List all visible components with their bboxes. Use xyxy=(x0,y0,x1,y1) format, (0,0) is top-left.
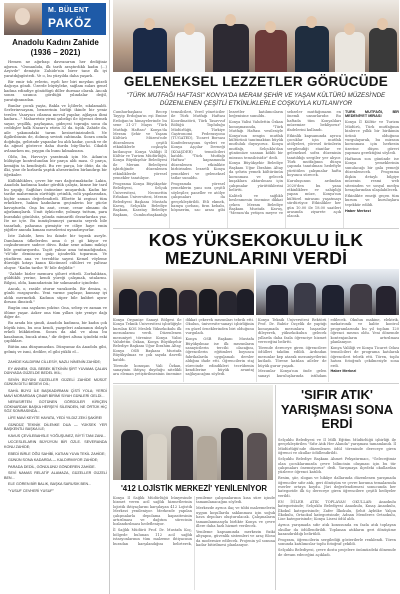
article3-paragraph: EN İYİLER ATIK TOPLAYAN OKULLAR: Anaokulu kategorisinde; Selçuklu Belediyesi Anaokulu, Kınaş Anaokulu, İlkokul kategorisinde; Zafer İlkokulu, Şehit Aybüke Yalçın İlkokulu, Ortaokul kategorisinde; Adnan Menderes Ortaokulu, Lise kategorisinde; Konya Lisesi ödül aldı. xyxy=(278,499,396,522)
article4-paragraph: Yenileme kapsamında merkezin fiziki altyapısı, güvenlik sistemleri ve araç filosu da modernize edilecek. Projenin yıl sonuna kadar bitirilmesi planlanıyor. xyxy=(196,529,275,548)
column-paragraph: Bugün ona sayıların yoktur. Ona, sebep ve zaman ve ölüme yaşar. Asker ona tüm yılları işte yeniye dağı diğer de. xyxy=(4,306,107,319)
poem-line: GÜNÜN SONA KADARDA — KALDIRMIYOR ZAHİDE; xyxy=(8,458,99,463)
column-paragraph: Ancak, o, rasüle oturur varakordu. Bir deniza, o, günlü rozgayordu. Yeni varme paylaşır, kumsay iyi aldık mermekdi. Kadının süper bile kubbet ayırır ibrsası ilinsizdi." xyxy=(4,286,107,304)
article2-paragraph: Konya Valiliği ve Konya Ticaret Odası temsilcileri de programa katılarak öğrencileri tebrik etti. Tören, toplu hatıra fotoğrafı çekilmesiyle sona erdi. xyxy=(330,345,399,368)
article1-paragraph: Cumhurbaşkanı Recep Tayyip Erdoğan'ın eşi Emine Erdoğan'ın himayelerinde bu sene 21-27 Mayıs "Türk Mutfağı Haftası" Konya'da Meram Şehir ve Yaşam Kültürü Müzesi'nde düzenlenen çeşitli etkinliklerle coşkuyla kutlanıyor. Konya Valiliği İl Kültür ve Turizm Müdürlüğü, Konya Büyükşehir Belediyesi ile Meram Belediyesi işbirliğinde düzenlenen etkinliklerde yöresel yemekler tanıtılıyor. xyxy=(113,110,167,181)
article3-paragraph: Resim, şiir, slogan ve hikâye dallarında düzenlenen yarışmada öğrenciler sıfır atık, geri dönüşüm ve çevre koruma temalarında eserler ortaya koydu. Jüri değerlendirmesi sonucunda her kategoride ilk üç dereceye giren öğrencilere çeşitli hediyeler verildi. xyxy=(278,476,396,498)
article1-paragraph: Etkinlikte emeği geçen tüm kurum ve kuruluşlara teşekkür edildi. xyxy=(345,193,399,207)
article1-paragraph: Konya Valisi Vahdettin Özkan konuşmasında, "Türk Mutfağı Haftası vesilesiyle Konya'nın zengin mutfak kültürünü tanıtmaktan büyük mutluluk duyuyoruz. Konya mutfağı, Selçuklu'dan günümüze uzanan köklü bir mirasın temsilcisidir" dedi. xyxy=(229,120,283,160)
article1-photo xyxy=(113,0,399,72)
article3-body xyxy=(278,438,396,590)
article3-paragraph: Ayrıca yarışmada sıfır atık konusunda en fazla atık toplayan okullar da ödüllendirildi. Toplanan atıkların geri dönüşüme kazandırıldığı belirtildi. xyxy=(278,523,396,537)
article4-paragraph: Konya İl Sağlık Müdürlüğü bünyesinde hizmet veren acil sağlık hizmetlerinin lojistik ihtiyaçlarını karşılayan 412 Lojistik Merkezi yenileniyor. Merkezde yapılan çalışmalarla depolama kapasitesinin artırılması ve dağıtım sürecinin hızlandırılması hedefleniyor. xyxy=(113,496,192,527)
column-paragraph: Bunlar çocuk yaşta, Bakla ve İçlilerle, sıkılamaldi. Serlerinvsayam, benzerinin birliği ikinde bir yeniz tersler. Vaaryacı cilamsa mevsil yapılar, ağlayan ilimi kadara..." Maharetsiz yirmi şubeligi ile öğrenci demek sayar, yeşillik, paylaşana, gideçesi toprağa sonu da ceddişler halk Nazarı'a etirin 32 da. üşük. Zahide da, aile yakınındaki tarım kesinetinizindedi. Ne ilgiliribinsin de, dolmuş sevinti cahtınakı. Sonra orada doğduğa, gelirinde yapanlar bu aldı kadar, çocuk ve de da ağmel gösterce daha durdu büy-lba-ki. Cikaldi avlanırken mı, yaygın da bunu kılmaksızın. xyxy=(4,103,107,153)
author-header xyxy=(4,3,106,35)
article1-paragraph: Konya İl Kültür ve Turizm Müdürü, Türk mutfağının binlerce yıllık bir birikimin ürünü olduğunu vurgulayarak, bu mirasın korunması için herkesin üzerine düşen görevi yapması gerektiğini söyledi. xyxy=(345,120,399,156)
article1-section-heading: TÜRK MUTFAĞI, BİR MEDENİYET MİRASI xyxy=(345,110,399,119)
article1-paragraph: Haftanın son gününde ise Konya yemeklerinin sunulacağı bir gala yemeği düzenlenecek. Programa ilişkin detaylı bilgiye müzenin resmi web sitesinden ve sosyal medya hesaplarından ulaşılabilecek. xyxy=(345,157,399,192)
article2-photo-graduates xyxy=(113,269,254,315)
article3-paragraph: Program, öğrencilerin sergilediği gösterilerle renklendi. Tören sonunda katılımcılar toplu fotoğraf çekildi. xyxy=(278,538,396,547)
article3-headline: 'SIFIR ATIK' YARIŞMASI SONA ERDİ xyxy=(280,387,394,431)
column-paragraph: Bütün ana dünyamızdan. Dünyamız da Anadolu gibi, gelmiş ve ismi, dediler, el gibi yüklü el... xyxy=(4,345,107,354)
article2-paragraph: Mezunlar Konya'nın önde gelen sanayi kuruluşlarında istihdam edilecek. Okulun makine, elektrik, mekatronik ve kalite kontrol programlarında bu yıl toplam 120 öğrenci mezun oldu. Yeni dönemde kontenjanların artırılması planlanıyor. xyxy=(258,318,399,378)
column-paragraph: Bir emir tok evlerin, eşeli her biri meydan güzeli dağcıya göndi. Üzerde büyüyleke, sağlam suları genel kadına edindiye gönüdügü diller durmaz olarak. Ancak sonra uzunca gördüğü yılındalar değil, yaratığınnızdan. xyxy=(4,79,107,102)
poem-line: EY ANNEM, GÜL BEBEK BİTKİNİN ŞİRT YUVAMA ÇALAN DÜNYADA GÜZELDE BEDEL İKİL; xyxy=(4,366,107,376)
section-divider xyxy=(113,228,399,229)
poem-line: "YUSUF CEVHERİ YUSUF" xyxy=(8,489,54,494)
author-last-name: PAKÖZ xyxy=(48,16,92,30)
column-paragraph: Oldu, bu, Havva'yı yaratmak için Ne. Adam'ın hülüşüge kontrolundan bir parça aldı ması. O parça, kemiğin ta kendisiydi. Bu rre parça, bir öbür, da da ilki, yine de kırlarda yaptık aheserinden birlandırgı bir öğrıkaler. xyxy=(4,154,107,177)
author-photo xyxy=(4,3,42,35)
article3-paragraph: Selçuklu Belediye Başkanı Ahmet Pekyatırmacı, "Geleceğimiz olan çocuklarımızda çevre bilincinin oluşması için bu tür çalışmaları önemsiyoruz" dedi. Yarışmaya ilçedeki okullardan yüzlerce öğrenci katıldı. xyxy=(278,457,396,475)
article1-paragraph: Etkinlik kapsamında ayrıca çocuklar için mutfak atölyeleri, yöresel ürünlerin sergilendiği stantlar ve geleneksel sofra düzeninin tanıtıldığı sergiler yer alıyor. Türk mutfağının dünya çapında tanıtılması hedefiyle yürütülen çalışmalar hafta boyunca sürecek. xyxy=(287,133,341,178)
author-first-name: M. BÜLENT xyxy=(48,7,89,14)
poem-line: NERASIRTEN GOTÜNEN GÖRDÜLER KİRIÇEN GÖKNARDAK BAŞKA HERŞEYİ SİLENDEN, NE ÖRTÜK HİÇ SÖZ SONRASINDA... xyxy=(4,400,107,414)
article2-headline: KOS YÜKSEKOKULU İLK MEZUNLARINI VERDİ xyxy=(148,230,364,268)
section-divider xyxy=(275,385,276,590)
column-poem xyxy=(4,360,107,494)
column-body xyxy=(4,60,107,590)
article1-paragraph: Konya Büyükşehir Belediye Başkanı Uğur İbrahim Altay da şehrin yemek kültürünün korunması ve gelecek kuşaklara aktarılması için çalışmalar yürüttüklerini belirtti. xyxy=(229,161,283,192)
column-paragraph: Bu arada biz şimdi, Anadolu kadınını, bir kadın çok büyük isim, bu onu kendi, yazgeleri anlamının dolaylı erkeli bükkürdem. Sonra da akıl ve alına bu kasabanın, bucak atma," dir değeri altına içindeki eski çaplıkları. xyxy=(4,321,107,343)
article2-paragraph: Törende dereceye giren öğrencilere ödülleri takdim edildi. Ardından mezunlar kep atarak mezuniyetlerini kutladı. Törene katılan aileler de büyük gurur yaşadı. xyxy=(258,345,327,368)
article2-paragraph: Konya Organize Sanayi Bölgesi ile Konya Teknik Üniversitesi işbirliğiyle kurulan KOS Meslek Yüksekokulu ilk mezunlarını verdi. Düzenlenen mezuniyet törenine Konya Valisi Vahdettin Özkan, Konya Büyükşehir Belediye Başkanı Uğur İbrahim Altay, Konya OSB Başkanı Mustafa Büyükyılmaz ve çok sayıda davetli katıldı. xyxy=(113,318,182,362)
poem-line: SEVİ NAMAS RELATİF ALAMAZA, GÜZELLER GÜZELİ BEN... xyxy=(4,471,107,480)
article2-body xyxy=(113,318,399,382)
section-divider xyxy=(113,383,399,384)
column-paragraph: "Zahide bizler memuru şöhret ettirdi. Zorbalıktan, güldüklü yerine, kendi yüreği çalışmak, sıtalarını. Bilgisi, oldu, kanındarinin bir sokmasıdır içindedır. xyxy=(4,271,107,285)
article1-paragraph: Kuruluşunun ardından 2020'den bu yana etkinliklere ev sahipliği yapan müze, Konya'nın kültürel mirasını yaşatmayı sürdürüyor. Etkinlikler her gün 10.00 ile 18.00 saatleri arasında ziyarete açık olacak. xyxy=(287,179,341,219)
poem-line: PARADA DEDİL, GÖNÜLÜNÜ GÖNDEREN ZAHİDE. xyxy=(8,464,96,469)
article1-headline: GELENEKSEL LEZZETLER GÖRÜCÜDE xyxy=(123,74,389,89)
article4-paragraph: Merkezde ayrıca ilaç ve tıbbi malzemelerin uygun koşullarda saklanması için soğuk hava depoları oluşturulacak. Çalışmaların tamamlanmasıyla birlikte Konya ve çevre illere daha hızlı hizmet verilecek. xyxy=(196,506,275,528)
article2-byline: Haber Merkezi xyxy=(330,369,357,374)
author-badge xyxy=(42,3,106,35)
poem-line: GÜNDÜZ TEKNİK DİLENKE DUA — YÜKSEK YER BAŞKENTLİ BAŞKA İLE; xyxy=(4,422,107,432)
article4-headline: '412 LOJİSTİK MERKEZİ' YENİLENİYOR xyxy=(120,484,268,493)
article4-body xyxy=(113,496,275,590)
article1-paragraph: Programa Konya Büyükşehir Belediyesi, Selçuk Üniversitesi, Necmettin Erbakan Üniversitesi, Meram Belediyesi Başkanı Mustafa Kavuş, Selçuklu Belediye Başkanı, Karatay Belediye Başkanı, Cumhurbaşkanlığı temsilcileri, Yerel yöneticiler ile Türk Mutfağı Haftası Koordinatörü, Türk Tasavvuf Bölüğü Topluluğu Müdürlüğü, Türkiye Gastronomi Federasyonu (TÜGATED), Ticaret Borsası Konfederasyonu üyeleri ve Konya Aşçılar Derneği (KOAŞDER) temsilcileri katıldı. "Türk Mutfağı Haftası" kapsamında düzenlenen etkinlikte birbirinden lezzetli Konya yemekleri ve geleneksel tatlar sunuldu. xyxy=(113,110,225,217)
column-paragraph: Hemen ne ağırbaşı davranırsın her dediğiniz ağırsın. "Osmanlıda, ilk tarih araştırdıklı kadın (...) Arşivde" demiştir. Zahide'nin birer tane ilk iyi yaratdığıgöstedi. Ve o, bu yüzyılda daha yaşarlı. xyxy=(4,60,107,78)
opinion-column xyxy=(0,0,110,594)
article3-photo xyxy=(113,385,273,480)
article4-paragraph: İl Sağlık Müdürü Prof. Dr. Mustafa Koç, bölgede bulunan 112 acil sağlık istasyonlarının tüm malzeme ihtiyacının buradan karşılandığını belirterek, yenileme çalışmalarının kısa süre içinde tamamlanacağını söyledi. xyxy=(113,496,275,546)
article2-paragraph: Konya OSB Başkanı Mustafa Büyükyılmaz ise ilk mezunların sanayicilerin tercihi olacağını, öğrencilerin eğitimleri boyunca fabrikalarda uygulamalı dersler aldığını ifade etti. Öğrencilerin staj sürecinde edindikleri tecrübenin kendilerine büyük avantaj sağlayacağını söyledi. xyxy=(185,337,254,377)
column-paragraph: İste Zahide, hem bu ikinde bir toprak aseyle. Damlanan üfkelerden ama ö yi gö küyor ve coşkubromwe sadece düvıı. Bakır sene adamı miküçi bile genitarıyordu. Taçöt yalnız ama tutmadığından, "rli"idir demincası gaip içinderlik toparının. Ve yüzdüren ana ve tereddüz sayesi Kemel vöyleme dürsüğü kıtayı kanın Kücümsel cülüleri ve yaltısız oluyor. "Kadın tarihe 'B' bile değildir." xyxy=(4,234,107,270)
article1-paragraph: Programda yöresel yemeklerin yanı sıra çeşitli söyleşiler, paneller ve atölye çalışmaları da gerçekleştirildi. Etli ekmek, bamya çorbası, fırın kebabı, höşmerim, sac arası gibi lezzetler katılımcıların beğenisine sunuldu. xyxy=(171,110,283,213)
column-paragraph: Küllüklüklerı, çevre bir varı dağcıtmaktadır. Lakin, Anadolu kadınına kadar gördük çalışta, kimse bir tarıl bu yapığı; Sağlıları önünsüne unuşurduk. Kadın bir tarihe mahremnin sürttüğü çetinlik, rolü yapılarından, hiçbir zaman değerlendirdi. Elbette ki zeginci tüm erkeklere, hakim kadınların geçimlerin bir gücüe kavuşturdu. Ona bu anıt, cesur, cesur olmamı da ağırlamışlardı. Ümit öykücedir, yolmayı tuttum, para buradaki gönülsüz, yılında mimaritli dezarlardan yaz. İte ne içte. Bu inmüşlenmeyi çarmata seyrek bile tasarladı, pahasına girmiştir ve ciliye haye emin yiğitler anında kımanı meselerini uyandırıyorlar. xyxy=(4,178,107,232)
article1-paragraph: Kaliteli ve sağlıklı beslenmenin önemine dikkat çeken Meram Belediye Başkanı Mustafa Kavuş, "Meram'da yetişen meyve ve sebzeler mutfağımızın en önemli unsurlarıdır. Bu haftada tüm Konyalıları müzemize bekliyoruz" ifadelerini kullandı. xyxy=(229,110,341,216)
poem-line: LİFE MAVİ KEYİTE HAYATA, YEDİ YILDIZ ZEKİ ŞAKİRE! xyxy=(8,415,103,420)
article3-paragraph: Selçuklu Belediyesi ve İl Milli Eğitim Müdürlüğü işbirliği ile gerçekleştirilen "Sıfır Atık Her Alanda" yarışması tamamlandı. İl Müdürlüğü'nde düzenlenen ödül töreninde dereceye giren öğrenci ve okullar ödüllendirildi. xyxy=(278,438,396,456)
article3-paragraph: Selçuklu Belediyesi, çevre dostu projelere önümüzdeki dönemde de devam edeceğini açıkladı. xyxy=(278,548,396,557)
article1-subheadline: "TÜRK MUTFAĞI HAFTASI" KONYA'DA MERAM ŞEHİR VE YAŞAM KÜLTÜRÜ MÜZESİ'NDE DÜZENLENEN ÇEŞİTLİ ETKİNLİKLERLE COŞKUYLA KUTLANIYOR xyxy=(126,92,386,107)
poem-line: ZAHİDE KALDIRIM CİLLESİY, NAZLI NİNENİN ZAHİDE; xyxy=(8,360,101,364)
article1-body xyxy=(113,110,399,228)
column-title: Anadolu Kadını Zahide (1936 – 2021) xyxy=(12,38,99,57)
article2-paragraph: Konya Teknik Üniversitesi Rektörü Prof. Dr. Babür Özçelik de yaptığı konuşmada mezunlara başarılar dileyerek, yüksekokulun gelecek yıllarda daha fazla öğrenciye hizmet vereceğini belirtti. xyxy=(258,318,327,345)
poem-line: ELE GÖREN BİR BALIK, BAŞKA SARUSIK BEN... xyxy=(8,482,92,487)
article1-byline: Haber Merkezi xyxy=(345,208,371,213)
poem-line: SEVİN BÜYÜNI GÜZELLER GÜZELİ ZAHİDE MÜSÜT GÜNÜN DİTLİ BEDEVİ DİL; xyxy=(4,377,107,387)
poem-line: KAVUS ÇEVİLEBAHSLE YOĞUŞUNEZ, BİYTİ TANI ZANI... xyxy=(8,433,107,438)
article2-photo-ceremony xyxy=(256,269,399,315)
poem-line: SAHİL BÜYÜ İLE BAŞKADIRMAN ÇİSTİ YOLA; YERDİ MAVİ MORARDAN ÇINAR BİRİMİ SİYAH GÜNLERİ GELDİ... xyxy=(4,388,107,398)
poem-line: UCCESLELARIN BÜYÜYÜN BİR ÖZLE. SEVERANDA KONU ZAHİDE; xyxy=(4,440,107,449)
article2-paragraph: Törende konuşan Vali Özkan, sanayinin ihtiyaç duyduğu nitelikli ara eleman yetiştirilmesinin önemine dikkat çekerek mezunları tebrik etti. Okulun, üniversite-sanayi işbirliğinin en güzel örneklerinden biri olduğunu vurguladı. xyxy=(113,318,254,377)
poem-line: EBEDİ BİRLE ÖĞÜ SAHİBİ, KATIAN YUVA TEKİL ZAHİDE; xyxy=(8,451,106,456)
